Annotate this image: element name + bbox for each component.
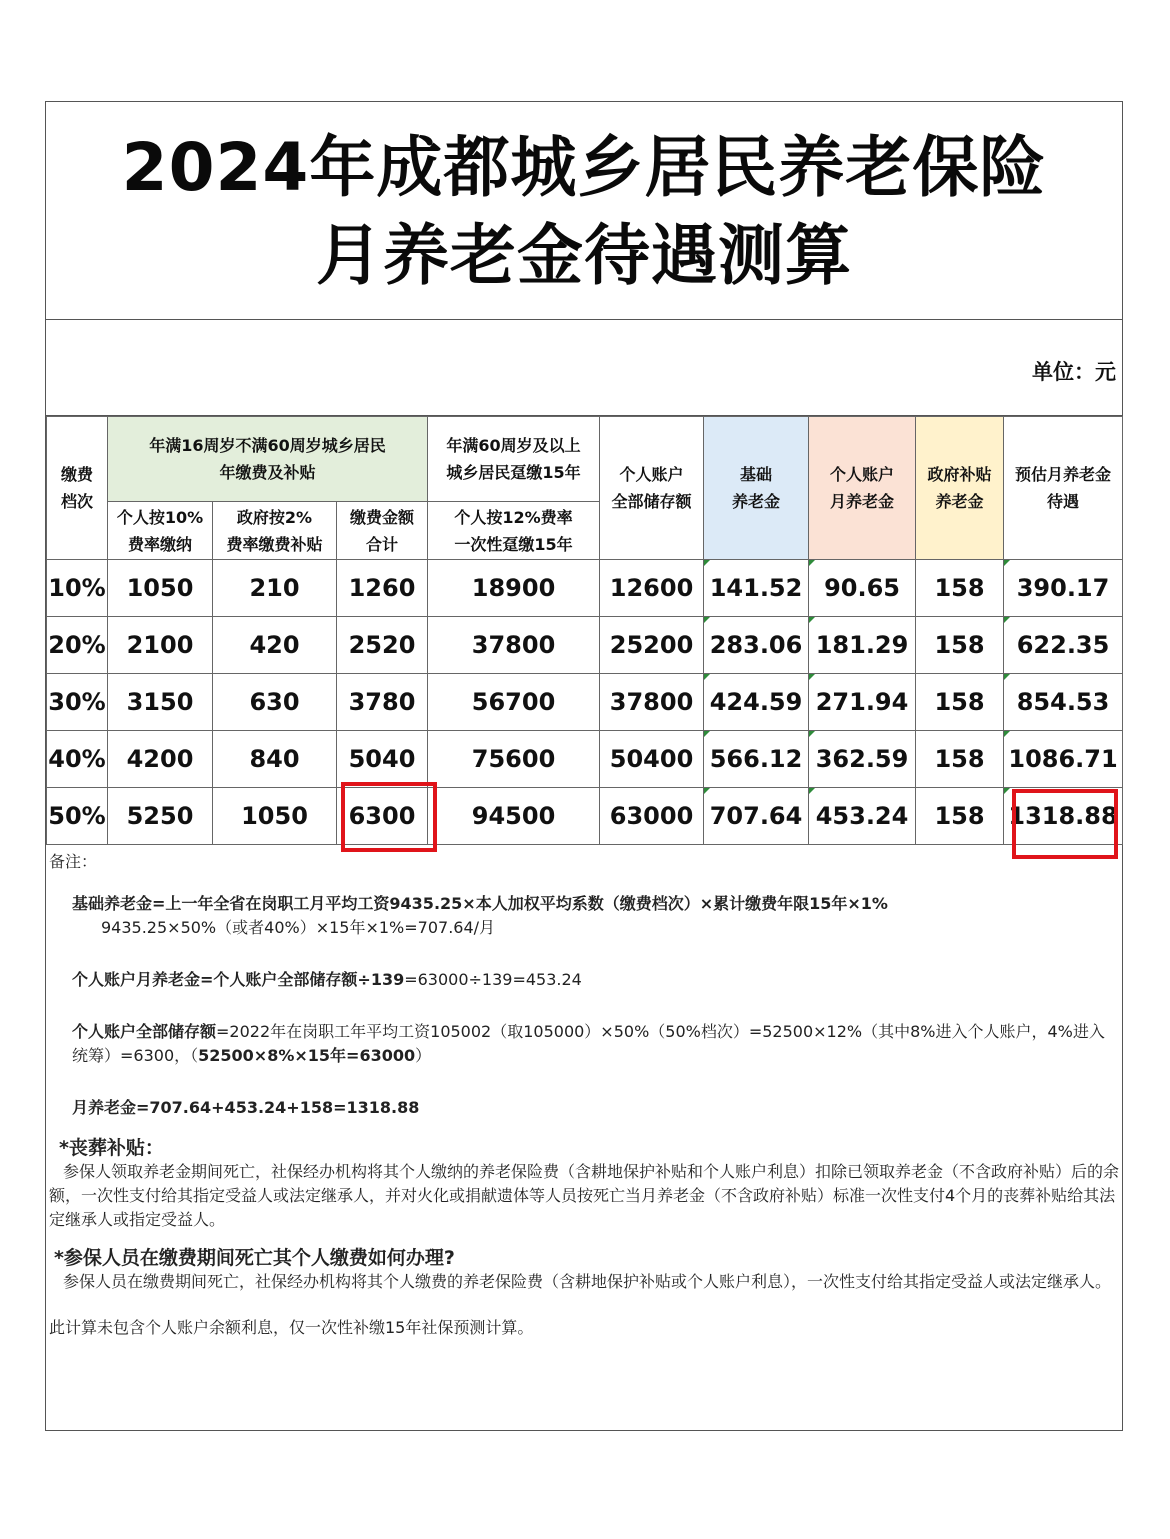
cell-acct: 63000 [600,788,704,845]
cell-lump: 37800 [428,617,600,674]
monthly-pension-formula: 月养老金=707.64+453.24+158=1318.88 [72,1098,420,1117]
account-monthly-formula: 个人账户月养老金=个人账户全部储存额÷139=63000÷139=453.24 [72,970,582,989]
cell-acct: 50400 [600,731,704,788]
document-frame [45,101,1123,1431]
notes-label: 备注： [49,852,98,871]
cell-acct-monthly: 453.24 [809,788,916,845]
cell-total: 5040 [337,731,428,788]
cell-tier: 30% [47,674,108,731]
cell-acct-monthly: 362.59 [809,731,916,788]
header-personal-10: 个人按10% 费率缴纳 [108,502,213,560]
highlight-box-total [341,782,437,852]
cell-gov: 1050 [213,788,337,845]
header-basic-pension: 基础 养老金 [704,417,809,560]
cell-total: 1260 [337,560,428,617]
cell-gov: 210 [213,560,337,617]
cell-estimate: 390.17 [1004,560,1123,617]
cell-basic: 707.64 [704,788,809,845]
cell-gov-pension: 158 [916,560,1004,617]
cell-acct: 37800 [600,674,704,731]
page-subtitle: 月养老金待遇测算 [316,217,852,294]
basic-pension-formula: 基础养老金=上一年全省在岗职工月平均工资9435.25×本人加权平均系数（缴费档次）×累计缴费年限15年×1% [72,894,888,913]
cell-total: 2520 [337,617,428,674]
cell-estimate: 854.53 [1004,674,1123,731]
cell-tier: 20% [47,617,108,674]
funeral-subsidy-text: 参保人领取养老金期间死亡，社保经办机构将其个人缴纳的养老保险费（含耕地保护补贴和个人账户利息）扣除已领取养老金（不含政府补贴）后的余额，一次性支付给其指定受益人或法定继承人，并对火化或捐献遗体等人员按死亡当月养老金（不含政府补贴）标准一次性支付4个月的丧葬补贴给其法定继承人或指定受益人。 [49,1162,1120,1229]
cell-personal: 2100 [108,617,213,674]
header-gov-2: 政府按2% 费率缴费补贴 [213,502,337,560]
unit-label: 单位：元 [1032,360,1116,384]
cell-estimate: 1086.71 [1004,731,1123,788]
death-during-payment-title: *参保人员在缴费期间死亡其个人缴费如何办理? [54,1247,455,1269]
highlight-box-estimate [1012,789,1118,859]
unit-row [46,320,1122,416]
account-total-formula: 个人账户全部储存额=2022年在岗职工年平均工资105002（取105000）×50%（50%档次）=52500×12%（其中8%进入个人账户，4%进入统筹）=6300，（52500×8%×15年=63000） [72,1022,1105,1065]
cell-lump: 56700 [428,674,600,731]
disclaimer-text: 此计算未包含个人账户余额利息，仅一次性补缴15年社保预测计算。 [49,1318,534,1337]
cell-acct: 25200 [600,617,704,674]
cell-gov-pension: 158 [916,617,1004,674]
table-row [47,674,1123,731]
cell-basic: 424.59 [704,674,809,731]
cell-tier: 10% [47,560,108,617]
cell-personal: 1050 [108,560,213,617]
header-group-under60: 年满16周岁不满60周岁城乡居民 年缴费及补贴 [108,417,428,502]
cell-estimate: 622.35 [1004,617,1123,674]
cell-personal: 5250 [108,788,213,845]
cell-acct-monthly: 271.94 [809,674,916,731]
cell-lump: 18900 [428,560,600,617]
page-title: 2024年成都城乡居民养老保险 [121,129,1047,206]
cell-personal: 4200 [108,731,213,788]
basic-pension-example: 9435.25×50%（或者40%）×15年×1%=707.64/月 [101,918,496,937]
cell-gov: 420 [213,617,337,674]
title-section [46,102,1122,320]
cell-gov-pension: 158 [916,731,1004,788]
cell-basic: 141.52 [704,560,809,617]
death-during-payment-text: 参保人员在缴费期间死亡，社保经办机构将其个人缴费的养老保险费（含耕地保护补贴或个人账户利息），一次性支付给其指定受益人或法定继承人。 [63,1272,1112,1291]
cell-acct-monthly: 90.65 [809,560,916,617]
cell-total-highlighted: 6300 [337,788,428,845]
table-row [47,617,1123,674]
cell-basic: 566.12 [704,731,809,788]
header-lump-sum: 个人按12%费率 一次性趸缴15年 [428,502,600,560]
cell-acct-monthly: 181.29 [809,617,916,674]
header-total: 缴费金额 合计 [337,502,428,560]
cell-gov: 630 [213,674,337,731]
header-estimate: 预估月养老金 待遇 [1004,417,1123,560]
cell-gov: 840 [213,731,337,788]
cell-basic: 283.06 [704,617,809,674]
cell-lump: 75600 [428,731,600,788]
cell-tier: 40% [47,731,108,788]
table-row [47,560,1123,617]
cell-estimate-highlighted: 1318.88 [1004,788,1123,845]
header-gov-pension: 政府补贴 养老金 [916,417,1004,560]
cell-total: 3780 [337,674,428,731]
header-tier: 缴费 档次 [47,417,108,560]
table-row [47,788,1123,845]
header-group-over60: 年满60周岁及以上 城乡居民趸缴15年 [428,417,600,502]
notes-section [49,850,1119,1340]
funeral-subsidy-title: *丧葬补贴： [59,1137,164,1159]
cell-lump: 94500 [428,788,600,845]
cell-tier: 50% [47,788,108,845]
cell-gov-pension: 158 [916,674,1004,731]
header-account-total: 个人账户 全部储存额 [600,417,704,560]
cell-personal: 3150 [108,674,213,731]
pension-table [46,416,1123,845]
header-account-monthly: 个人账户 月养老金 [809,417,916,560]
header-row-1 [47,417,1123,502]
cell-acct: 12600 [600,560,704,617]
cell-gov-pension: 158 [916,788,1004,845]
table-row [47,731,1123,788]
